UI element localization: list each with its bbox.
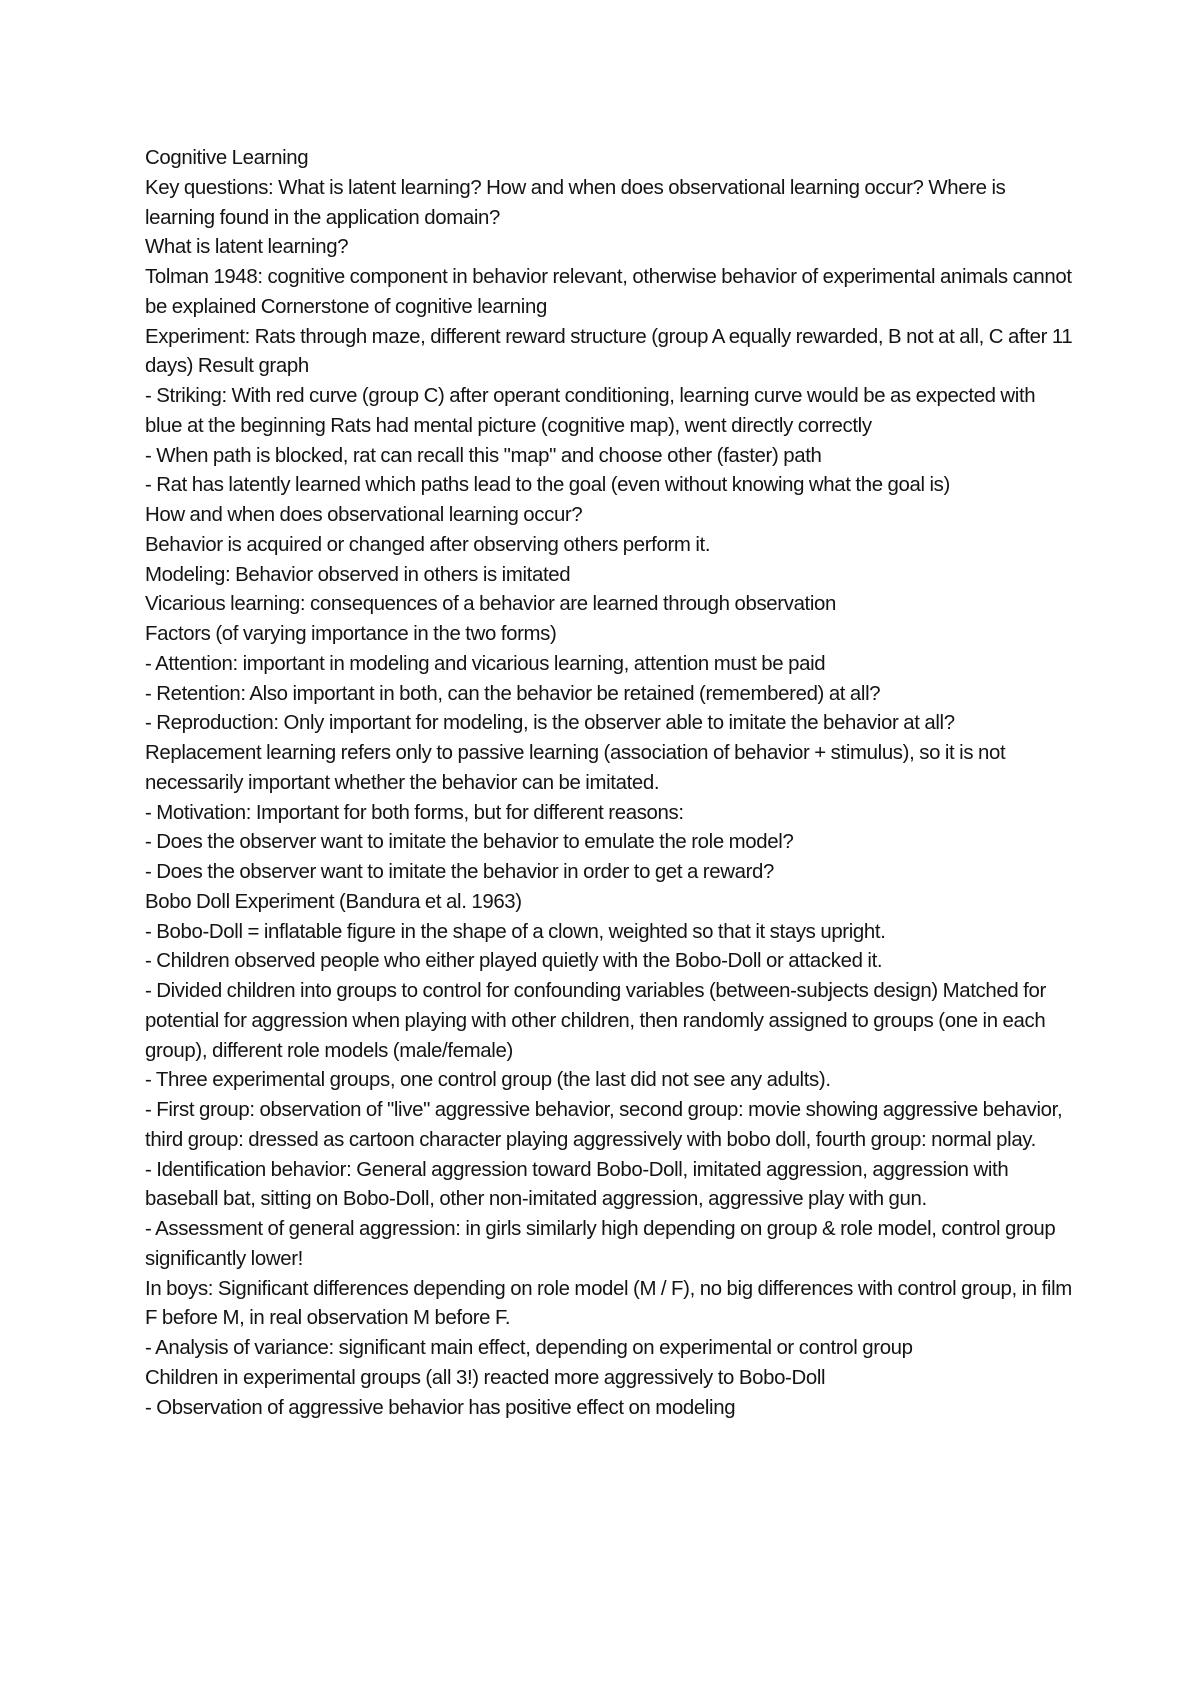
reward-bullet: - Does the observer want to imitate the behavior in order to get a reward?: [145, 861, 775, 883]
factors-heading: Factors (of varying importance in the two forms): [145, 623, 557, 645]
experimental-groups-result-line: Children in experimental groups (all 3!) reacted more aggressively to Bobo-Doll: [145, 1366, 826, 1389]
children-observed-bullet: - Children observed people who either played quietly with the Bobo-Doll or attacked it.: [145, 950, 883, 973]
variance-analysis-bullet: - Analysis of variance: significant main effect, depending on experimental or control group: [145, 1337, 913, 1359]
document-title: Cognitive Learning: [145, 147, 309, 169]
bobo-doll-definition-bullet: - Bobo-Doll = inflatable figure in the shape of a clown, weighted so that it stays upright.: [145, 920, 886, 943]
document-body: [145, 144, 1075, 1423]
tolman-paragraph: Tolman 1948: cognitive component in behavior relevant, otherwise behavior of experimental animals cannot be explained Cornerstone of cognitive learning: [145, 266, 1072, 318]
behavior-acquired-line: Behavior is acquired or changed after observing others perform it.: [145, 533, 711, 556]
divided-children-bullet: - Divided children into groups to control for confounding variables (between-subjects design) Matched for potential for aggression when playing with other children, then randomly assigned to groups (one in each group), different role models (male/female): [145, 980, 1046, 1062]
retention-bullet: - Retention: Also important in both, can the behavior be retained (remembered) at all?: [145, 682, 881, 705]
vicarious-learning-line: Vicarious learning: consequences of a behavior are learned through observation: [145, 593, 837, 616]
observational-learning-question: How and when does observational learning occur?: [145, 504, 583, 526]
key-questions-paragraph: Key questions: What is latent learning? How and when does observational learning occur? Where is learning found in the application domain?: [145, 176, 1006, 229]
role-model-bullet: - Does the observer want to imitate the behavior to emulate the role model?: [145, 831, 794, 854]
latent-learning-question: What is latent learning?: [145, 236, 349, 259]
reproduction-bullet: - Reproduction: Only important for modeling, is the observer able to imitate the behavior at all? Replacement learning refers only to passive learning (association of behavior + stimulus), so it is not necessarily important whether the behavior can be imitated.: [145, 712, 1006, 794]
first-group-bullet: - First group: observation of "live" aggressive behavior, second group: movie showing aggressive behavior, third group: dressed as cartoon character playing aggressively with bobo doll, fourth group: normal play.: [145, 1099, 1063, 1151]
experimental-groups-bullet: - Three experimental groups, one control group (the last did not see any adults).: [145, 1069, 831, 1092]
modeling-line: Modeling: Behavior observed in others is imitated: [145, 563, 571, 586]
general-aggression-bullet: - Assessment of general aggression: in girls similarly high depending on group & role model, control group significantly lower!: [145, 1218, 1056, 1270]
boys-differences-paragraph: In boys: Significant differences depending on role model (M / F), no big differences with control group, in film F before M, in real observation M before F.: [145, 1277, 1072, 1330]
motivation-bullet: - Motivation: Important for both forms, but for different reasons:: [145, 801, 684, 824]
latent-learned-bullet: - Rat has latently learned which paths lead to the goal (even without knowing what the goal is): [145, 474, 950, 497]
identification-behavior-bullet: - Identification behavior: General aggression toward Bobo-Doll, imitated aggression, aggression with baseball bat, sitting on Bobo-Doll, other non-imitated aggression, aggressive play with gun.: [145, 1158, 1009, 1211]
attention-bullet: - Attention: important in modeling and vicarious learning, attention must be paid: [145, 652, 826, 675]
bobo-doll-heading: Bobo Doll Experiment (Bandura et al. 1963): [145, 890, 522, 913]
experiment-paragraph: Experiment: Rats through maze, different reward structure (group A equally rewarded, B not at all, C after 11 days) Result graph: [145, 325, 1073, 378]
path-blocked-bullet: - When path is blocked, rat can recall this "map" and choose other (faster) path: [145, 444, 822, 467]
striking-bullet: - Striking: With red curve (group C) after operant conditioning, learning curve would be as expected with blue at the beginning Rats had mental picture (cognitive map), went directly correctly: [145, 385, 1036, 437]
observation-effect-bullet: - Observation of aggressive behavior has positive effect on modeling: [145, 1396, 736, 1419]
